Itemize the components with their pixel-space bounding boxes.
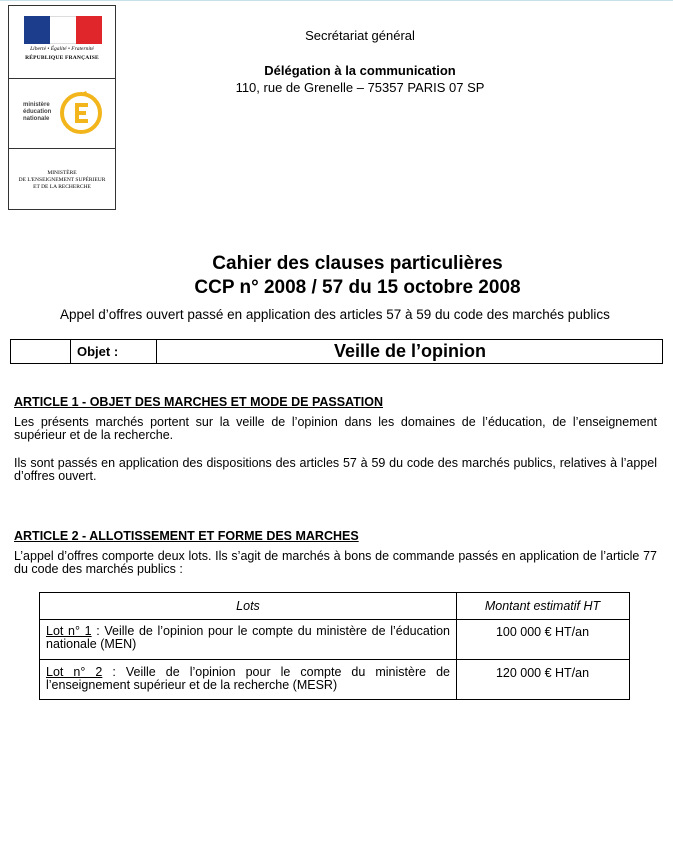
delegation-label: Délégation à la communication xyxy=(264,63,456,78)
republique-francaise-label: RÉPUBLIQUE FRANÇAISE xyxy=(25,55,99,61)
table-row-lot-2 xyxy=(40,666,456,692)
lot-amount: 120 000 € HT/an xyxy=(495,666,590,680)
mesr-line: ET DE LA RECHERCHE xyxy=(33,184,91,190)
article-2-paragraph-1: L’appel d’offres comporte deux lots. Ils s’agit de marchés à bons de commande passés en application de l’article 77 du code des marchés publics : xyxy=(14,549,657,576)
objet-value: Veille de l’opinion xyxy=(333,341,487,361)
document-title: Cahier des clauses particulières xyxy=(212,253,503,274)
objet-bar xyxy=(10,339,663,364)
men-line: ministère xyxy=(23,102,50,108)
table-header-amount: Montant estimatif HT xyxy=(484,599,601,613)
top-border-line xyxy=(0,0,673,1)
lot-name: Lot n° 1 xyxy=(46,624,92,638)
e-accent-logo-icon xyxy=(59,90,103,134)
education-nationale-logo xyxy=(9,78,115,149)
objet-blank-cell xyxy=(11,340,71,363)
table-header-lots: Lots xyxy=(236,599,260,613)
republique-francaise-logo xyxy=(9,6,115,79)
document-subtitle: Appel d’offres ouvert passé en application des articles 57 à 59 du code des marchés publics xyxy=(60,307,610,322)
article-1-paragraph-1: Les présents marchés portent sur la veille de l’opinion dans les domaines de l’éducation, de l’enseignement supérieur et de la recherche. xyxy=(14,415,657,442)
mesr-logo-text xyxy=(9,170,115,191)
mesr-line: MINISTÈRE xyxy=(47,170,77,176)
address-label: 110, rue de Grenelle – 75357 PARIS 07 SP xyxy=(235,80,485,95)
article-1-heading: ARTICLE 1 - OBJET DES MARCHES ET MODE DE PASSATION xyxy=(14,395,384,409)
table-divider xyxy=(40,659,629,660)
mesr-logo xyxy=(9,148,115,209)
table-divider xyxy=(40,619,629,620)
article-2-heading: ARTICLE 2 - ALLOTISSEMENT ET FORME DES MARCHES xyxy=(14,529,359,543)
mesr-line: DE L'ENSEIGNEMENT SUPÉRIEUR xyxy=(18,177,106,183)
lots-table xyxy=(39,592,630,700)
document-reference: CCP n° 2008 / 57 du 15 octobre 2008 xyxy=(194,277,521,298)
secretariat-label: Secrétariat général xyxy=(305,28,415,43)
lot-description: : Veille de l’opinion pour le compte du ministère de l’éducation nationale (MEN) xyxy=(46,624,450,651)
men-line: éducation xyxy=(23,109,52,115)
republic-motto: Liberté • Égalité • Fraternité xyxy=(30,46,94,52)
men-line: nationale xyxy=(23,116,50,122)
men-logo-text xyxy=(23,102,51,123)
lot-amount: 100 000 € HT/an xyxy=(495,625,590,639)
french-flag-icon xyxy=(24,16,102,44)
lot-description: : Veille de l’opinion pour le compte du ministère de l’enseignement supérieur et de la recherche (MESR) xyxy=(46,665,450,692)
table-row-lot-1 xyxy=(40,625,456,651)
lot-name: Lot n° 2 xyxy=(46,665,103,679)
objet-label: Objet : xyxy=(71,340,157,363)
logo-column xyxy=(8,5,116,210)
article-1-paragraph-2: Ils sont passés en application des dispositions des articles 57 à 59 du code des marchés publics, relatives à l’appel d’offres ouvert. xyxy=(14,456,657,483)
